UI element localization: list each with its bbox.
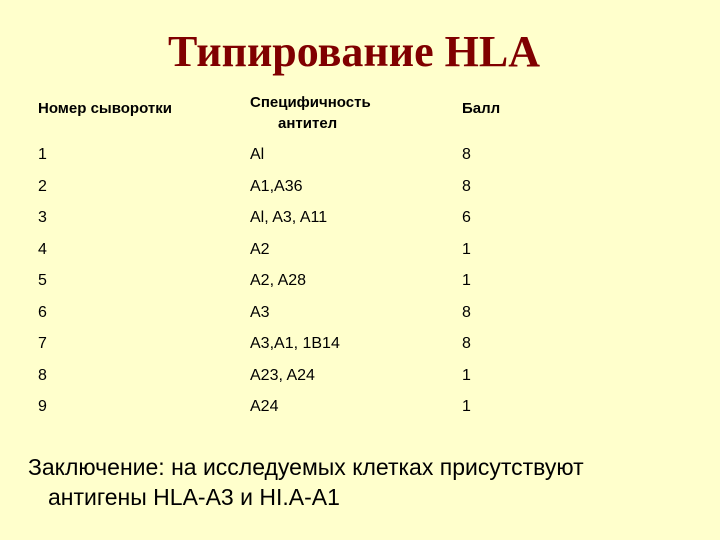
table-header [38, 88, 678, 140]
header-specificity-line2: антител [278, 115, 338, 132]
conclusion-line1: Заключение: на исследуемых клетках присутствуют [28, 454, 584, 480]
hla-typing-table [38, 88, 678, 424]
page-title: Типирование HLA [167, 27, 541, 76]
table-row [38, 392, 678, 424]
cell-serum: 8 [38, 366, 47, 384]
cell-score: 1 [462, 272, 471, 289]
cell-score: 8 [462, 177, 471, 195]
table-row [38, 203, 678, 235]
cell-score: 1 [462, 240, 471, 258]
cell-specificity: A3,A1, 1B14 [250, 335, 340, 352]
table-row [38, 172, 678, 204]
cell-serum: 1 [38, 146, 47, 163]
cell-serum: 9 [38, 398, 47, 415]
cell-serum: 3 [38, 209, 47, 226]
cell-serum: 7 [38, 335, 47, 352]
header-serum-number: Номер сыворотки [38, 100, 172, 117]
conclusion-line2: антигены HLA-A3 и HI.A-A1 [48, 484, 340, 511]
table-row [38, 298, 678, 330]
cell-score: 6 [462, 209, 471, 226]
table-row [38, 329, 678, 361]
cell-specificity: A2, A28 [250, 272, 307, 289]
cell-score: 1 [462, 398, 471, 415]
cell-score: 8 [462, 146, 471, 163]
table-row [38, 266, 678, 298]
table-row [38, 235, 678, 267]
table-row [38, 361, 678, 393]
cell-specificity: A1,A36 [250, 177, 303, 195]
cell-score: 1 [462, 366, 471, 384]
cell-specificity: A24 [250, 398, 279, 415]
header-specificity-line1: Специфичность [250, 94, 371, 111]
cell-specificity: A3 [250, 303, 270, 321]
cell-serum: 2 [38, 177, 47, 195]
conclusion-text [28, 452, 688, 513]
cell-score: 8 [462, 303, 471, 321]
header-score: Балл [462, 100, 501, 117]
cell-serum: 4 [38, 240, 47, 258]
cell-score: 8 [462, 335, 471, 352]
table-row [38, 140, 678, 172]
cell-specificity: Al [250, 146, 265, 163]
cell-serum: 5 [38, 272, 47, 289]
cell-specificity: A23, A24 [250, 366, 315, 384]
cell-specificity: A2 [250, 240, 270, 258]
cell-specificity: Al, A3, A11 [250, 209, 328, 226]
cell-serum: 6 [38, 303, 47, 321]
header-antibody-specificity [250, 92, 371, 134]
